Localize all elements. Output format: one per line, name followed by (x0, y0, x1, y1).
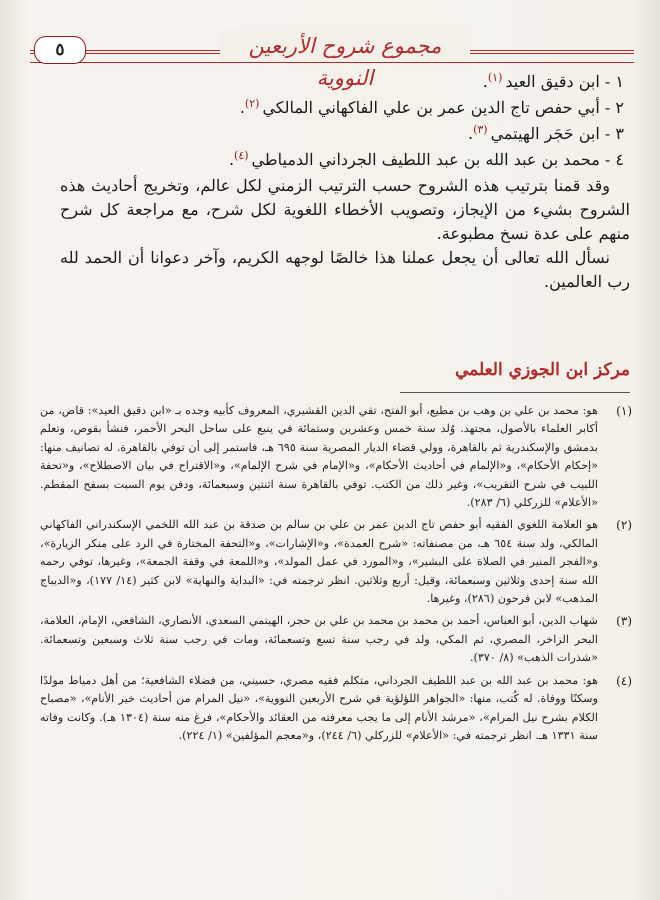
main-text (60, 70, 630, 294)
page-number: ٥ (34, 36, 86, 64)
list-item: ٤ - محمد بن عبد الله بن عبد اللطيف الجرداني الدمياطي$^{(٤)}$. (228, 148, 624, 169)
book-title: مجموع شروح الأربعين النووية (220, 30, 470, 62)
body-paragraph: وقد قمنا بترتيب هذه الشروح حسب الترتيب الزمني لكل عالم، وتخريج أحاديث هذه الشروح بشيء من الإيجاز، وتصويب الأخطاء اللغوية لكل شرح، مع مراجعة كل شرح منهم على عدة نسخ مطبوعة. (60, 176, 630, 243)
footnote-ref: (١) (487, 70, 503, 84)
footnote-text: هو: محمد بن عبد الله بن عبد اللطيف الجرداني، متكلم فقيه مصري، حسيني، من فضلاء الشافعية؛ من أهل دمياط مولدًا وسكنًا ووفاة. له كُتب، منها: «الجواهر اللؤلؤية في شرح الأربعين النووية»، «نيل المرام من أحاديث خير الأنام»، «مصباح الكلام بشرح نيل المرام»، «مرشد الأنام إلى ما يجب معرفته من العقائد والأحكام»، فرغ منه سنة (١٣٠٤ هـ). وكانت وفاته سنة ١٣٣١ هـ. انظر ترجمته في: «الأعلام» للزركلي (٦/ ٢٤٤)، و«معجم المؤلفين» (١/ ٢٢٤). (40, 673, 599, 742)
footnote (40, 672, 632, 746)
list-item-text: ٣ - ابن حَجَر الهيتمي (490, 124, 624, 143)
footnote-number: (٢) (616, 518, 632, 533)
footnote-number: (٤) (616, 673, 632, 688)
list-item: ٢ - أبي حفص تاج الدين عمر بن علي الفاكهاني المالكي$^{(٢)}$. (239, 96, 624, 117)
footnote-ref: (٢) (244, 96, 260, 110)
list-item-text: ٢ - أبي حفص تاج الدين عمر بن علي الفاكهاني المالكي (262, 98, 624, 117)
footnote (40, 612, 632, 667)
footnote (40, 402, 632, 512)
list-item-text: ٤ - محمد بن عبد الله بن عبد اللطيف الجرداني الدمياطي (251, 150, 624, 169)
footnote-text: هو العلامة اللغوي الفقيه أبو حفص تاج الدين عمر بن علي بن سالم بن صدقة بن عبد الله اللخمي الإسكندراني الفاكهاني المالكي، ولد سنة ٦٥٤ هـ، من مصنفاته: «شرح العمدة»، و«الإشارات»، و«التحفة المختارة في الرد على منكر الزيارة»، و«الفجر المنير في الصلاة على البشير»، و«المورد في عمل المولد»، و«اللمعة في وقفة الجمعة»، وغيرها، توفي رحمه الله سنة إحدى وثلاثين وسبعمائة، وقيل: أربع وثلاثين. انظر ترجمته في: «البداية والنهاية» لابن كثير (١٤/ ١٧٧)، و«الديباج المذهب» لابن فرحون (٢٨٦)، وغيرها. (40, 518, 599, 606)
footnote-text: هو: محمد بن علي بن وهب بن مطيع، أبو الفتح، تقي الدين القشيري، المعروف كأبيه وجده بـ «ابن دقيق العيد»: قاض، من أكابر العلماء بالأصول، مجتهد. وُلد سنة خمس وعشرين وستمائة في ينبع على ساحل البحر الأحمر، فنشأ بقوص، وتعلم بدمشق والإسكندرية ثم بالقاهرة، وولي قضاء الديار المصرية سنة ٦٩٥ هـ، فاستمر إلى أن توفي بالقاهرة. له تصانيف منها: «إحكام الأحكام»، و«الإلمام في أحاديث الأحكام»، و«الإمام في شرح الإلمام»، و«الاقتراح في بيان الاصطلاح»، و«تحفة اللبيب في شرح التقريب»، وغير ذلك من الكتب. توفي بالقاهرة سنة اثنتين وسبعمائة، ودفن يوم السبت بسفح المقطم. «الأعلام» للزركلي (٦/ ٢٨٣). (40, 404, 598, 510)
footnotes (40, 402, 632, 749)
list-item: ١ - ابن دقيق العيد$^{(١)}$. (482, 70, 624, 91)
signature-heading: مركز ابن الجوزي العلمي (454, 360, 630, 380)
footnote-number: (٣) (616, 614, 632, 629)
footnote-ref: (٣) (473, 122, 488, 136)
footnote-number: (١) (616, 404, 632, 418)
footnote-ref: (٤) (234, 148, 249, 162)
footnote-divider (400, 392, 630, 393)
list-item: ٣ - ابن حَجَر الهيتمي$^{(٣)}$. (467, 122, 624, 143)
body-paragraph: نسأل الله تعالى أن يجعل عملنا هذا خالصًا لوجهه الكريم، وآخر دعوانا أن الحمد لله رب العالمين. (60, 248, 630, 291)
footnote (40, 516, 632, 608)
footnote-text: شهاب الدين، أبو العباس، أحمد بن محمد بن محمد بن علي بن حجر، الهيتمي السعدي، الأنصاري، الشافعي، الإمام، العلامة، البحر الزاخر، المصري، ثم المكي، ولد في رجب سنة تسع وتسعمائة، ومات في رجب سنة ثلاث وسبعين وتسعمائة. «شذرات الذهب» (٨/ ٣٧٠). (40, 614, 598, 665)
list-item-text: ١ - ابن دقيق العيد (505, 72, 624, 91)
